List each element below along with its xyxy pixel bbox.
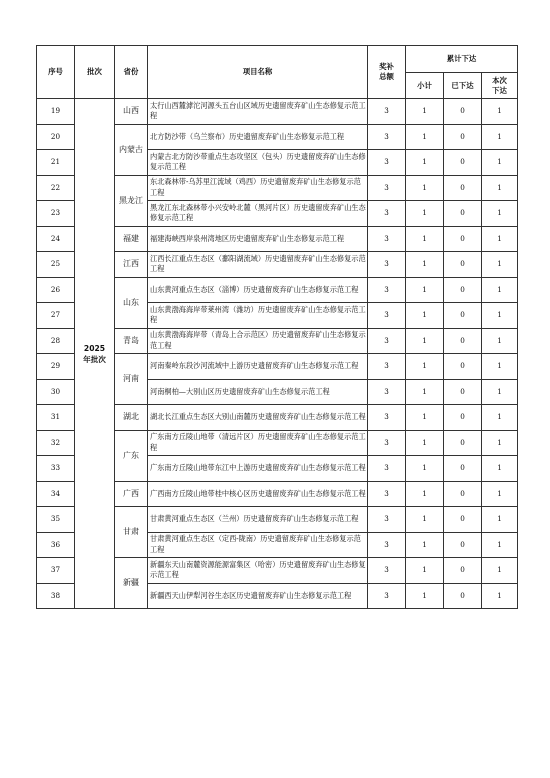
seq-cell: 26 — [37, 277, 75, 303]
seq-cell: 25 — [37, 252, 75, 278]
project-name-cell: 广东南方丘陵山地带（清远片区）历史遗留废弃矿山生态修复示范工程 — [148, 430, 368, 456]
total-cell: 3 — [368, 405, 406, 431]
project-name-cell: 河南桐柏—大别山区历史遗留废弃矿山生态修复示范工程 — [148, 379, 368, 405]
seq-cell: 28 — [37, 328, 75, 354]
project-name-cell: 北方防沙带（乌兰察布）历史遗留废弃矿山生态修复示范工程 — [148, 124, 368, 150]
total-cell: 3 — [368, 481, 406, 507]
header-this-issue: 本次下达 — [482, 73, 518, 99]
seq-cell: 37 — [37, 558, 75, 584]
seq-cell: 27 — [37, 303, 75, 329]
seq-cell: 20 — [37, 124, 75, 150]
current-cell: 1 — [482, 124, 518, 150]
header-subsidy-total: 奖补总额 — [368, 46, 406, 99]
header-batch: 批次 — [75, 46, 115, 99]
issued-cell: 0 — [444, 481, 482, 507]
subtotal-cell: 1 — [406, 456, 444, 482]
province-cell: 广东 — [115, 430, 148, 481]
issued-cell: 0 — [444, 277, 482, 303]
total-cell: 3 — [368, 583, 406, 609]
total-cell: 3 — [368, 252, 406, 278]
seq-cell: 22 — [37, 175, 75, 201]
seq-cell: 36 — [37, 532, 75, 558]
total-cell: 3 — [368, 532, 406, 558]
subtotal-cell: 1 — [406, 583, 444, 609]
seq-cell: 34 — [37, 481, 75, 507]
subtotal-cell: 1 — [406, 532, 444, 558]
province-cell: 青岛 — [115, 328, 148, 354]
subtotal-cell: 1 — [406, 277, 444, 303]
issued-cell: 0 — [444, 354, 482, 380]
project-name-cell: 甘肃黄河重点生态区（兰州）历史遗留废弃矿山生态修复示范工程 — [148, 507, 368, 533]
subtotal-cell: 1 — [406, 328, 444, 354]
subtotal-cell: 1 — [406, 124, 444, 150]
header-province: 省份 — [115, 46, 148, 99]
issued-cell: 0 — [444, 175, 482, 201]
issued-cell: 0 — [444, 379, 482, 405]
total-cell: 3 — [368, 175, 406, 201]
issued-cell: 0 — [444, 532, 482, 558]
project-name-cell: 湖北长江重点生态区大别山南麓历史遗留废弃矿山生态修复示范工程 — [148, 405, 368, 431]
total-cell: 3 — [368, 354, 406, 380]
total-cell: 3 — [368, 201, 406, 227]
province-cell: 江西 — [115, 252, 148, 278]
current-cell: 1 — [482, 532, 518, 558]
current-cell: 1 — [482, 430, 518, 456]
total-cell: 3 — [368, 558, 406, 584]
total-cell: 3 — [368, 150, 406, 176]
current-cell: 1 — [482, 583, 518, 609]
current-cell: 1 — [482, 481, 518, 507]
current-cell: 1 — [482, 328, 518, 354]
seq-cell: 38 — [37, 583, 75, 609]
subtotal-cell: 1 — [406, 303, 444, 329]
province-cell: 黑龙江 — [115, 175, 148, 226]
seq-cell: 32 — [37, 430, 75, 456]
total-cell: 3 — [368, 124, 406, 150]
header-subtotal: 小计 — [406, 73, 444, 99]
header-issued: 已下达 — [444, 73, 482, 99]
issued-cell: 0 — [444, 124, 482, 150]
issued-cell: 0 — [444, 252, 482, 278]
project-name-cell: 广东南方丘陵山地带东江中上游历史遗留废弃矿山生态修复示范工程 — [148, 456, 368, 482]
current-cell: 1 — [482, 354, 518, 380]
header-project-name: 项目名称 — [148, 46, 368, 99]
total-cell: 3 — [368, 379, 406, 405]
total-cell: 3 — [368, 226, 406, 252]
current-cell: 1 — [482, 252, 518, 278]
current-cell: 1 — [482, 277, 518, 303]
project-name-cell: 广西南方丘陵山地带桂中核心区历史遗留废弃矿山生态修复示范工程 — [148, 481, 368, 507]
batch-cell — [75, 99, 115, 609]
project-name-cell: 新疆西天山伊犁河谷生态区历史遗留废弃矿山生态修复示范工程 — [148, 583, 368, 609]
total-cell: 3 — [368, 277, 406, 303]
province-cell: 广西 — [115, 481, 148, 507]
project-name-cell: 山东黄渤海海岸带莱州湾（潍坊）历史遗留废弃矿山生态修复示范工程 — [148, 303, 368, 329]
current-cell: 1 — [482, 99, 518, 125]
total-cell: 3 — [368, 456, 406, 482]
subtotal-cell: 1 — [406, 558, 444, 584]
current-cell: 1 — [482, 558, 518, 584]
project-name-cell: 新疆东天山南麓资源能源富集区（哈密）历史遗留废弃矿山生态修复示范工程 — [148, 558, 368, 584]
total-cell: 3 — [368, 303, 406, 329]
total-cell: 3 — [368, 507, 406, 533]
issued-cell: 0 — [444, 150, 482, 176]
current-cell: 1 — [482, 226, 518, 252]
province-cell: 内蒙古 — [115, 124, 148, 175]
subtotal-cell: 1 — [406, 481, 444, 507]
province-cell: 新疆 — [115, 558, 148, 609]
province-cell: 福建 — [115, 226, 148, 252]
issued-cell: 0 — [444, 507, 482, 533]
project-name-cell: 山东黄河重点生态区（淄博）历史遗留废弃矿山生态修复示范工程 — [148, 277, 368, 303]
current-cell: 1 — [482, 456, 518, 482]
issued-cell: 0 — [444, 430, 482, 456]
issued-cell: 0 — [444, 303, 482, 329]
subtotal-cell: 1 — [406, 405, 444, 431]
total-cell: 3 — [368, 99, 406, 125]
batch-label: 2025年批次 — [83, 343, 106, 364]
seq-cell: 33 — [37, 456, 75, 482]
current-cell: 1 — [482, 303, 518, 329]
subtotal-cell: 1 — [406, 252, 444, 278]
header-seq: 序号 — [37, 46, 75, 99]
current-cell: 1 — [482, 507, 518, 533]
subtotal-cell: 1 — [406, 354, 444, 380]
issued-cell: 0 — [444, 456, 482, 482]
issued-cell: 0 — [444, 226, 482, 252]
project-name-cell: 福建海峡西岸泉州湾地区历史遗留废弃矿山生态修复示范工程 — [148, 226, 368, 252]
total-cell: 3 — [368, 328, 406, 354]
issued-cell: 0 — [444, 328, 482, 354]
project-name-cell: 内蒙古北方防沙带重点生态攻坚区（包头）历史遗留废弃矿山生态修复示范工程 — [148, 150, 368, 176]
seq-cell: 23 — [37, 201, 75, 227]
subtotal-cell: 1 — [406, 99, 444, 125]
seq-cell: 19 — [37, 99, 75, 125]
subtotal-cell: 1 — [406, 226, 444, 252]
subtotal-cell: 1 — [406, 507, 444, 533]
seq-cell: 24 — [37, 226, 75, 252]
current-cell: 1 — [482, 150, 518, 176]
project-name-cell: 太行山西麓滹沱河源头五台山区域历史遗留废弃矿山生态修复示范工程 — [148, 99, 368, 125]
seq-cell: 31 — [37, 405, 75, 431]
subtotal-cell: 1 — [406, 430, 444, 456]
seq-cell: 29 — [37, 354, 75, 380]
issued-cell: 0 — [444, 201, 482, 227]
project-name-cell: 甘肃黄河重点生态区（定西-陇南）历史遗留废弃矿山生态修复示范工程 — [148, 532, 368, 558]
issued-cell: 0 — [444, 583, 482, 609]
project-name-cell: 黑龙江东北森林带小兴安岭北麓（黑河片区）历史遗留废弃矿山生态修复示范工程 — [148, 201, 368, 227]
seq-cell: 35 — [37, 507, 75, 533]
province-cell: 山东 — [115, 277, 148, 328]
project-name-cell: 东北森林带-乌苏里江流域（鸡西）历史遗留废弃矿山生态修复示范工程 — [148, 175, 368, 201]
current-cell: 1 — [482, 201, 518, 227]
table-row — [37, 99, 518, 125]
province-cell: 河南 — [115, 354, 148, 405]
subtotal-cell: 1 — [406, 150, 444, 176]
current-cell: 1 — [482, 175, 518, 201]
seq-cell: 21 — [37, 150, 75, 176]
subtotal-cell: 1 — [406, 175, 444, 201]
issued-cell: 0 — [444, 405, 482, 431]
province-cell: 山西 — [115, 99, 148, 125]
current-cell: 1 — [482, 379, 518, 405]
subtotal-cell: 1 — [406, 379, 444, 405]
project-name-cell: 河南秦岭东段沙河流域中上游历史遗留废弃矿山生态修复示范工程 — [148, 354, 368, 380]
issued-cell: 0 — [444, 558, 482, 584]
total-cell: 3 — [368, 430, 406, 456]
project-table — [36, 45, 518, 609]
seq-cell: 30 — [37, 379, 75, 405]
subtotal-cell: 1 — [406, 201, 444, 227]
issued-cell: 0 — [444, 99, 482, 125]
province-cell: 甘肃 — [115, 507, 148, 558]
project-name-cell: 江西长江重点生态区（鄱阳湖流域）历史遗留废弃矿山生态修复示范工程 — [148, 252, 368, 278]
current-cell: 1 — [482, 405, 518, 431]
header-cumulative: 累计下达 — [406, 46, 518, 73]
project-name-cell: 山东黄渤海海岸带（青岛上合示范区）历史遗留废弃矿山生态修复示范工程 — [148, 328, 368, 354]
province-cell: 湖北 — [115, 405, 148, 431]
